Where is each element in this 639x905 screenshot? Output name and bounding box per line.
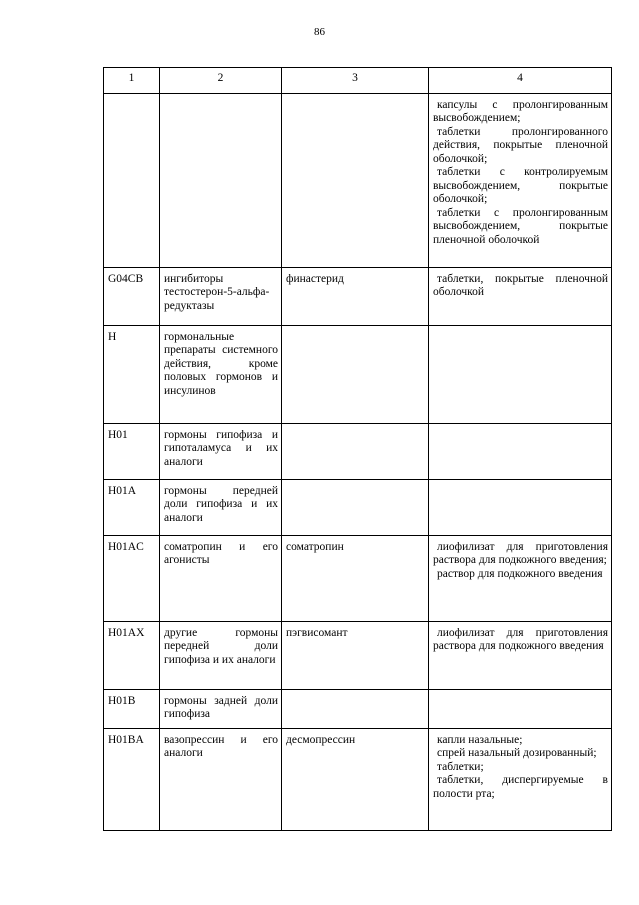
dosage-form-item: таблетки, покрытые пленочной оболочкой: [433, 272, 608, 298]
header-cell-1: 1: [104, 68, 160, 94]
page-number: 86: [314, 26, 325, 38]
header-cell-4: 4: [429, 68, 612, 94]
dosage-form-item: таблетки;: [437, 760, 484, 773]
dosage-form-item: спрей назальный дозированный;: [437, 747, 597, 759]
table-row: [104, 728, 612, 830]
group-name-cell: вазопрессин и его аналоги: [160, 728, 282, 830]
substance-cell: [282, 93, 429, 267]
dosage-form-item: лиофилизат для приготовления раствора для подкожного введения;: [433, 540, 608, 566]
substance-cell: десмопрессин: [282, 728, 429, 830]
group-name-cell: ингибиторы тестостерон-5-альфа-редуктазы: [160, 267, 282, 325]
dosage-forms-cell: [429, 325, 612, 423]
group-name-cell: соматропин и его агонисты: [160, 535, 282, 621]
dosage-form-item: лиофилизат для приготовления раствора для подкожного введения: [433, 626, 608, 652]
atc-code-cell: H01AX: [104, 621, 160, 689]
table-row: [104, 689, 612, 728]
atc-code-cell: H01B: [104, 689, 160, 728]
dosage-forms-cell: [429, 267, 612, 325]
substance-cell: [282, 325, 429, 423]
header-row: [104, 68, 612, 94]
substance-cell: [282, 423, 429, 479]
drug-classification-table: [103, 67, 612, 831]
dosage-form-item: раствор для подкожного введения: [437, 567, 603, 580]
substance-cell: финастерид: [282, 267, 429, 325]
dosage-forms-cell: [429, 423, 612, 479]
header-cell-2: 2: [160, 68, 282, 94]
dosage-form-item: таблетки пролонгированного действия, покрытые пленочной оболочкой;: [433, 125, 608, 165]
table-row: [104, 423, 612, 479]
dosage-forms-cell: [429, 689, 612, 728]
atc-code-cell: H01A: [104, 479, 160, 535]
dosage-form-item: таблетки, диспергируемые в полости рта;: [433, 774, 608, 800]
atc-code-cell: G04CB: [104, 267, 160, 325]
table-row: [104, 267, 612, 325]
dosage-forms-cell: [429, 728, 612, 830]
table-row: [104, 535, 612, 621]
dosage-form-item: капсулы с пролонгированным высвобождением;: [433, 98, 608, 124]
table-row: [104, 621, 612, 689]
substance-cell: соматропин: [282, 535, 429, 621]
table-row: [104, 325, 612, 423]
atc-code-cell: H: [104, 325, 160, 423]
dosage-forms-cell: [429, 479, 612, 535]
dosage-forms-cell: [429, 93, 612, 267]
header-cell-3: 3: [282, 68, 429, 94]
substance-cell: пэгвисомант: [282, 621, 429, 689]
dosage-form-item: таблетки с контролируемым высвобождением, покрытые оболочкой;: [433, 166, 608, 205]
group-name-cell: гормоны гипофиза и гипоталамуса и их аналоги: [160, 423, 282, 479]
group-name-cell: гормоны передней доли гипофиза и их аналоги: [160, 479, 282, 535]
substance-cell: [282, 479, 429, 535]
atc-code-cell: H01AC: [104, 535, 160, 621]
table-row: [104, 479, 612, 535]
atc-code-cell: H01: [104, 423, 160, 479]
atc-code-cell: [104, 93, 160, 267]
group-name-cell: гормональные препараты системного действия, кроме половых гормонов и инсулинов: [160, 325, 282, 423]
table-row: [104, 93, 612, 267]
atc-code-cell: H01BA: [104, 728, 160, 830]
dosage-forms-cell: [429, 535, 612, 621]
substance-cell: [282, 689, 429, 728]
dosage-form-item: таблетки с пролонгированным высвобождением, покрытые пленочной оболочкой: [433, 206, 608, 246]
group-name-cell: другие гормоны передней доли гипофиза и их аналоги: [160, 621, 282, 689]
dosage-forms-cell: [429, 621, 612, 689]
group-name-cell: гормоны задней доли гипофиза: [160, 689, 282, 728]
dosage-form-item: капли назальные;: [437, 733, 523, 746]
group-name-cell: [160, 93, 282, 267]
